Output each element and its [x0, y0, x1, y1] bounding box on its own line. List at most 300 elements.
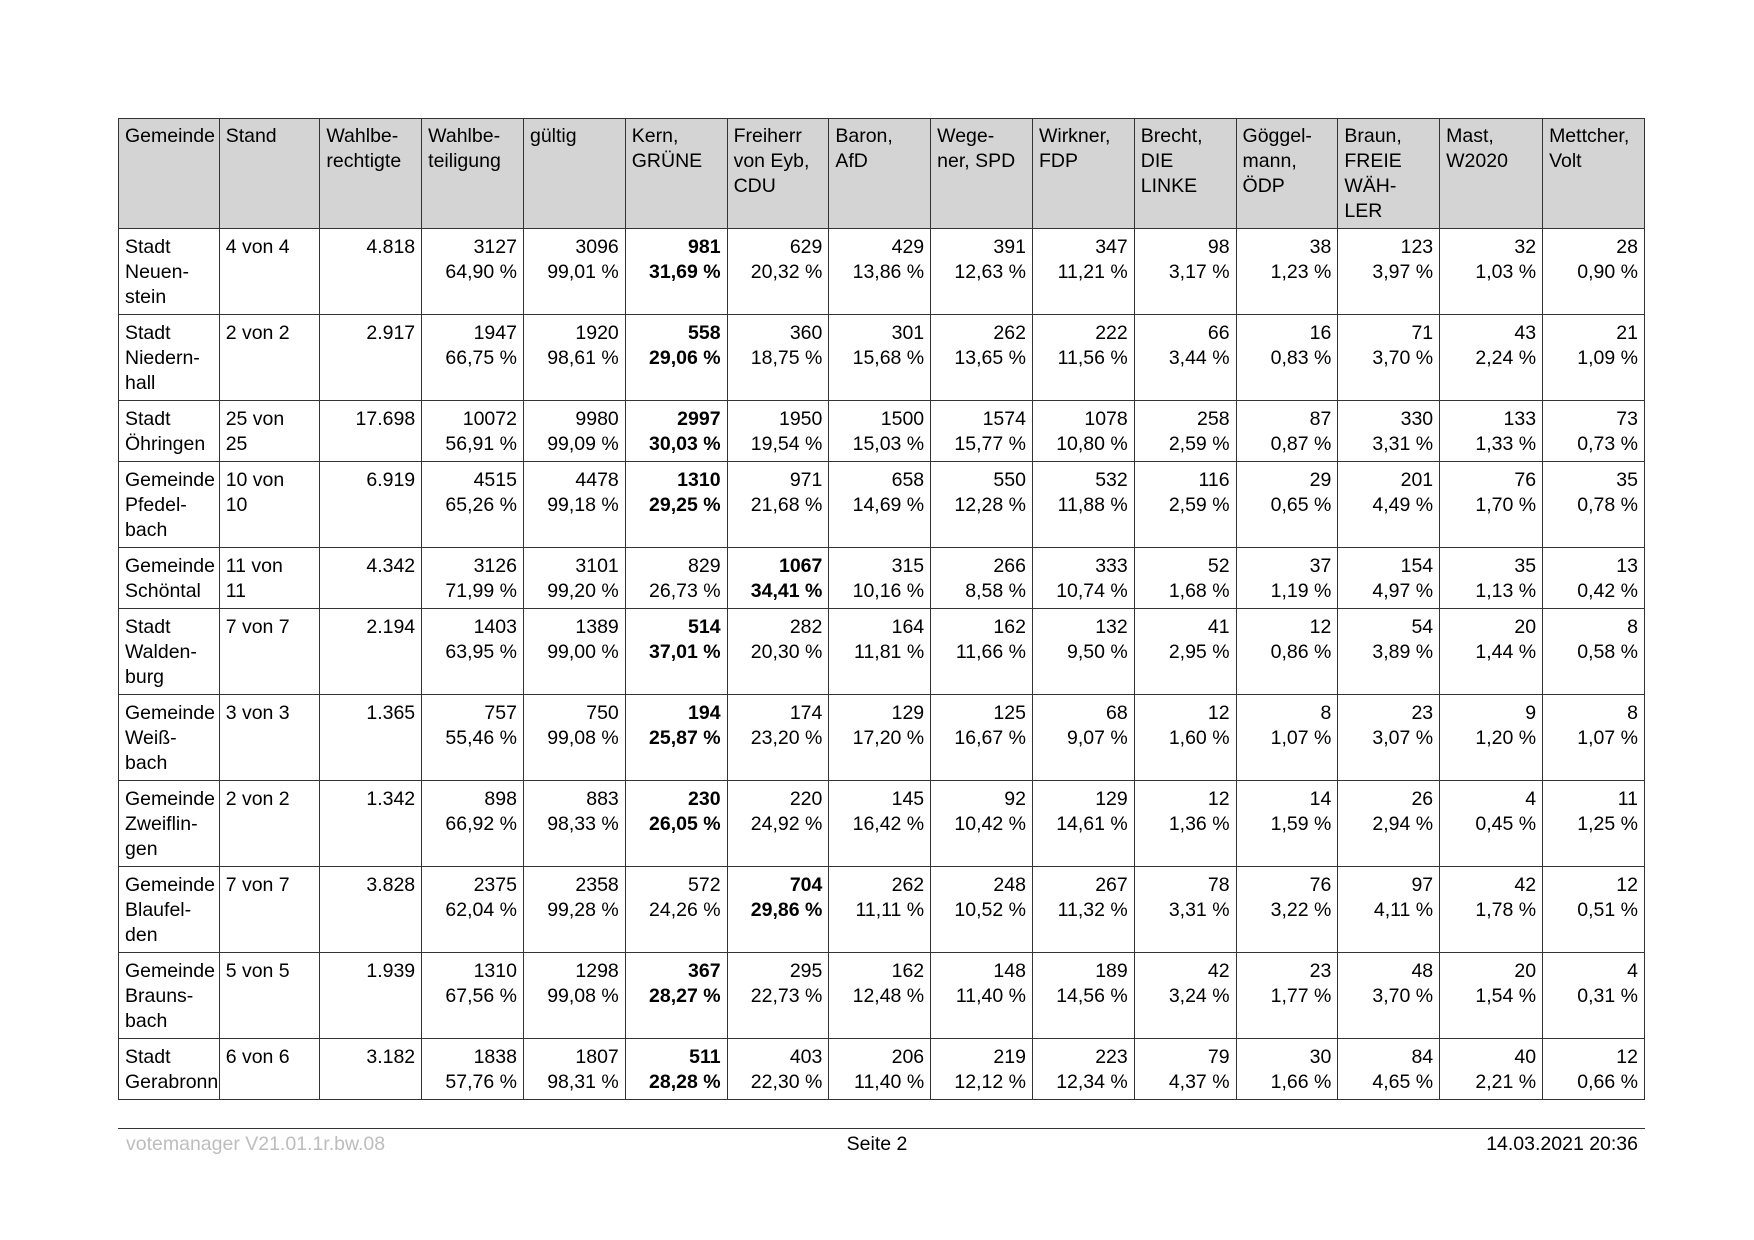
text-line: GRÜNE — [631, 150, 703, 172]
valid-votes-cell — [523, 609, 625, 695]
column-header — [1543, 119, 1645, 229]
text-line: 1574 — [982, 408, 1026, 430]
text-line: 1,66 % — [1270, 1071, 1332, 1093]
candidate-votes-cell — [1338, 229, 1440, 315]
candidate-votes-cell — [829, 548, 931, 609]
text-line: 98,33 % — [547, 813, 619, 835]
text-line: Kern, — [631, 125, 679, 147]
text-line: 0,87 % — [1270, 433, 1332, 455]
candidate-votes-cell — [1236, 695, 1338, 781]
text-line: 23 — [1411, 702, 1434, 724]
turnout-cell — [422, 695, 524, 781]
text-line: 154 — [1400, 555, 1434, 577]
column-header — [320, 119, 422, 229]
text-line: Stadt — [125, 408, 171, 430]
text-line: LINKE — [1140, 175, 1198, 197]
text-line: 12 — [1309, 616, 1332, 638]
text-line: 2997 — [677, 408, 721, 430]
municipality-cell — [119, 1039, 220, 1100]
text-line: von Eyb, — [733, 150, 810, 172]
municipality-cell — [119, 229, 220, 315]
text-line: 301 — [891, 322, 925, 344]
candidate-votes-cell — [931, 229, 1033, 315]
municipality-cell — [119, 609, 220, 695]
text-line: 37 — [1309, 555, 1332, 577]
candidate-votes-cell — [1338, 401, 1440, 462]
text-line: 129 — [1095, 788, 1128, 810]
candidate-votes-cell — [1543, 781, 1645, 867]
text-line: 206 — [891, 1046, 925, 1068]
text-line: 1,68 % — [1168, 580, 1230, 602]
candidate-votes-cell — [1338, 695, 1440, 781]
text-line: 24,92 % — [750, 813, 823, 835]
text-line: 71,99 % — [445, 580, 517, 602]
eligible-voters-cell — [320, 609, 422, 695]
column-header — [1338, 119, 1440, 229]
text-line: 2,59 % — [1168, 494, 1230, 516]
text-line: 8,58 % — [965, 580, 1026, 602]
text-line: 9,50 % — [1067, 641, 1128, 663]
text-line: 28,27 % — [649, 985, 721, 1007]
text-line: 1310 — [677, 469, 721, 491]
text-line: 222 — [1095, 322, 1128, 344]
candidate-votes-cell — [1236, 867, 1338, 953]
text-line: Brauns- — [125, 985, 194, 1007]
status-cell — [219, 609, 320, 695]
status-cell — [219, 229, 320, 315]
column-header — [1032, 119, 1134, 229]
text-line: 34,41 % — [750, 580, 823, 602]
turnout-cell — [422, 462, 524, 548]
candidate-votes-cell — [1032, 695, 1134, 781]
candidate-votes-cell — [1236, 315, 1338, 401]
text-line: 12 — [1616, 1046, 1638, 1068]
candidate-votes-cell — [1543, 315, 1645, 401]
text-line: 13 — [1616, 555, 1638, 577]
text-line: Brecht, — [1140, 125, 1203, 147]
candidate-votes-cell — [1134, 867, 1236, 953]
text-line: 133 — [1503, 408, 1537, 430]
turnout-cell — [422, 548, 524, 609]
candidate-votes-cell — [1543, 229, 1645, 315]
text-line: 282 — [789, 616, 823, 638]
text-line: 26,05 % — [649, 813, 721, 835]
text-line: 429 — [891, 236, 925, 258]
text-line: Stadt — [125, 322, 171, 344]
text-line: 164 — [891, 616, 925, 638]
text-line: 1,36 % — [1168, 813, 1230, 835]
text-line: 360 — [789, 322, 823, 344]
text-line: 201 — [1400, 469, 1434, 491]
text-line: 25 — [225, 433, 248, 455]
text-line: ner, SPD — [937, 150, 1016, 172]
text-line: 10 von — [225, 469, 285, 491]
text-line: Freiherr — [733, 125, 802, 147]
text-line: Wahlbe- — [428, 125, 501, 147]
text-line: 6 von 6 — [225, 1046, 290, 1068]
text-line: 258 — [1197, 408, 1230, 430]
text-line: 67,56 % — [445, 985, 517, 1007]
candidate-votes-cell — [1032, 315, 1134, 401]
text-line: 98 — [1207, 236, 1230, 258]
text-line: 35 — [1514, 555, 1537, 577]
text-line: 0,65 % — [1270, 494, 1332, 516]
text-line: 29,06 % — [649, 347, 721, 369]
candidate-votes-cell — [829, 401, 931, 462]
text-line: 42 — [1514, 874, 1537, 896]
candidate-votes-cell — [931, 462, 1033, 548]
eligible-voters-cell — [320, 462, 422, 548]
municipality-cell — [119, 462, 220, 548]
text-line: 1,54 % — [1475, 985, 1537, 1007]
text-line: 4,97 % — [1372, 580, 1434, 602]
table-row — [119, 229, 1645, 315]
text-line: 26,73 % — [649, 580, 721, 602]
text-line: stein — [125, 286, 167, 308]
text-line: 20 — [1514, 960, 1537, 982]
text-line: 10,52 % — [954, 899, 1026, 921]
text-line: 132 — [1095, 616, 1128, 638]
text-line: 29 — [1309, 469, 1332, 491]
text-line: 73 — [1616, 408, 1638, 430]
text-line: 223 — [1095, 1046, 1128, 1068]
candidate-votes-cell — [1440, 1039, 1543, 1100]
candidate-votes-cell — [727, 1039, 829, 1100]
candidate-votes-cell — [1338, 781, 1440, 867]
text-line: 98,31 % — [547, 1071, 619, 1093]
column-header — [625, 119, 727, 229]
text-line: Zweiflin- — [125, 813, 198, 835]
text-line: 3,22 % — [1270, 899, 1332, 921]
candidate-votes-cell — [727, 695, 829, 781]
text-line: 0,45 % — [1475, 813, 1537, 835]
text-line: 1389 — [575, 616, 619, 638]
table-row — [119, 401, 1645, 462]
text-line: 12,48 % — [852, 985, 925, 1007]
text-line: bach — [125, 519, 168, 541]
results-table — [118, 118, 1645, 1100]
text-line: 99,20 % — [547, 580, 619, 602]
text-line: burg — [125, 666, 165, 688]
text-line: 295 — [789, 960, 823, 982]
text-line: 12,63 % — [954, 261, 1026, 283]
text-line: 0,31 % — [1577, 985, 1638, 1007]
candidate-votes-cell — [1543, 609, 1645, 695]
text-line: 1,07 % — [1577, 727, 1638, 749]
text-line: 125 — [993, 702, 1026, 724]
candidate-votes-cell — [1440, 695, 1543, 781]
candidate-votes-cell — [1440, 401, 1543, 462]
text-line: Volt — [1549, 150, 1582, 172]
text-line: 3,24 % — [1168, 985, 1230, 1007]
table-body — [119, 229, 1645, 1100]
text-line: 1.939 — [366, 960, 416, 982]
valid-votes-cell — [523, 229, 625, 315]
text-line: 1807 — [575, 1046, 619, 1068]
text-line: Gerabronn — [125, 1071, 219, 1093]
column-header — [829, 119, 931, 229]
column-header — [523, 119, 625, 229]
text-line: Wege- — [937, 125, 995, 147]
turnout-cell — [422, 953, 524, 1039]
column-header — [1134, 119, 1236, 229]
text-line: 14,61 % — [1056, 813, 1128, 835]
text-line: 37,01 % — [649, 641, 721, 663]
candidate-votes-cell — [625, 315, 727, 401]
text-line: 4515 — [473, 469, 517, 491]
text-line: bach — [125, 1010, 168, 1032]
text-line: 1078 — [1084, 408, 1128, 430]
text-line: 1,59 % — [1270, 813, 1332, 835]
candidate-votes-cell — [931, 695, 1033, 781]
text-line: 1,33 % — [1475, 433, 1537, 455]
candidate-votes-cell — [1236, 401, 1338, 462]
text-line: 23 — [1309, 960, 1332, 982]
text-line: gen — [125, 838, 158, 860]
text-line: CDU — [733, 175, 776, 197]
candidate-votes-cell — [829, 462, 931, 548]
text-line: Gemeinde — [125, 702, 215, 724]
text-line: 13,65 % — [954, 347, 1026, 369]
candidate-votes-cell — [931, 315, 1033, 401]
text-line: 98,61 % — [547, 347, 619, 369]
text-line: 57,76 % — [445, 1071, 517, 1093]
text-line: Gemeinde — [125, 125, 215, 147]
text-line: 4 von 4 — [225, 236, 290, 258]
text-line: 14 — [1309, 788, 1332, 810]
text-line: Wirkner, — [1038, 125, 1111, 147]
candidate-votes-cell — [1032, 462, 1134, 548]
eligible-voters-cell — [320, 867, 422, 953]
text-line: 63,95 % — [445, 641, 517, 663]
candidate-votes-cell — [1032, 609, 1134, 695]
valid-votes-cell — [523, 462, 625, 548]
text-line: 15,68 % — [852, 347, 925, 369]
text-line: 194 — [688, 702, 721, 724]
text-line: 1403 — [473, 616, 517, 638]
text-line: 2 von 2 — [225, 322, 290, 344]
candidate-votes-cell — [625, 1039, 727, 1100]
text-line: 248 — [993, 874, 1026, 896]
candidate-votes-cell — [1543, 462, 1645, 548]
text-line: 1947 — [473, 322, 517, 344]
candidate-votes-cell — [829, 315, 931, 401]
text-line: 1,09 % — [1577, 347, 1638, 369]
text-line: 21 — [1616, 322, 1638, 344]
column-header — [931, 119, 1033, 229]
municipality-cell — [119, 867, 220, 953]
candidate-votes-cell — [1134, 315, 1236, 401]
text-line: 2,21 % — [1475, 1071, 1537, 1093]
text-line: 3,97 % — [1372, 261, 1434, 283]
text-line: Walden- — [125, 641, 197, 663]
text-line: AfD — [835, 150, 868, 172]
candidate-votes-cell — [1543, 548, 1645, 609]
text-line: 3.182 — [366, 1046, 416, 1068]
candidate-votes-cell — [1338, 867, 1440, 953]
text-line: 99,18 % — [547, 494, 619, 516]
text-line: 1,60 % — [1168, 727, 1230, 749]
text-line: 78 — [1207, 874, 1230, 896]
text-line: 11,21 % — [1057, 261, 1128, 283]
text-line: 7 von 7 — [225, 874, 290, 896]
candidate-votes-cell — [1032, 867, 1134, 953]
text-line: Weiß- — [125, 727, 177, 749]
text-line: 99,28 % — [547, 899, 619, 921]
status-cell — [219, 867, 320, 953]
text-line: 16 — [1309, 322, 1332, 344]
candidate-votes-cell — [1440, 953, 1543, 1039]
candidate-votes-cell — [625, 401, 727, 462]
text-line: 42 — [1207, 960, 1230, 982]
text-line: 3.828 — [366, 874, 416, 896]
text-line: 2358 — [575, 874, 619, 896]
text-line: 5 von 5 — [225, 960, 290, 982]
column-header — [219, 119, 320, 229]
text-line: bach — [125, 752, 168, 774]
text-line: 99,09 % — [547, 433, 619, 455]
text-line: Stadt — [125, 236, 171, 258]
text-line: 262 — [993, 322, 1026, 344]
text-line: 220 — [789, 788, 823, 810]
text-line: 16,42 % — [852, 813, 925, 835]
text-line: 16,67 % — [954, 727, 1026, 749]
text-line: 10,42 % — [954, 813, 1026, 835]
candidate-votes-cell — [1440, 229, 1543, 315]
text-line: 1950 — [778, 408, 823, 430]
text-line: 266 — [993, 555, 1026, 577]
text-line: 2,59 % — [1168, 433, 1230, 455]
candidate-votes-cell — [1543, 867, 1645, 953]
text-line: 391 — [993, 236, 1026, 258]
text-line: Mettcher, — [1549, 125, 1630, 147]
text-line: 347 — [1095, 236, 1128, 258]
candidate-votes-cell — [1134, 609, 1236, 695]
text-line: 71 — [1411, 322, 1434, 344]
eligible-voters-cell — [320, 781, 422, 867]
table-row — [119, 315, 1645, 401]
candidate-votes-cell — [727, 781, 829, 867]
candidate-votes-cell — [1338, 315, 1440, 401]
text-line: 2,94 % — [1372, 813, 1434, 835]
text-line: 0,86 % — [1270, 641, 1332, 663]
turnout-cell — [422, 867, 524, 953]
text-line: Pfedel- — [125, 494, 187, 516]
candidate-votes-cell — [1236, 1039, 1338, 1100]
text-line: 4478 — [575, 469, 619, 491]
text-line: 8 — [1627, 616, 1638, 638]
text-line: 10,80 % — [1056, 433, 1128, 455]
text-line: 704 — [789, 874, 823, 896]
text-line: 558 — [688, 322, 721, 344]
candidate-votes-cell — [1440, 867, 1543, 953]
valid-votes-cell — [523, 953, 625, 1039]
eligible-voters-cell — [320, 315, 422, 401]
candidate-votes-cell — [625, 609, 727, 695]
text-line: 981 — [688, 236, 721, 258]
text-line: 829 — [688, 555, 721, 577]
text-line: 1,13 % — [1475, 580, 1537, 602]
candidate-votes-cell — [625, 867, 727, 953]
turnout-cell — [422, 229, 524, 315]
candidate-votes-cell — [1134, 462, 1236, 548]
status-cell — [219, 548, 320, 609]
text-line: 3127 — [473, 236, 517, 258]
eligible-voters-cell — [320, 1039, 422, 1100]
text-line: 9980 — [575, 408, 619, 430]
candidate-votes-cell — [1032, 781, 1134, 867]
text-line: 10,74 % — [1056, 580, 1128, 602]
text-line: 30 — [1309, 1046, 1332, 1068]
valid-votes-cell — [523, 867, 625, 953]
text-line: 0,58 % — [1577, 641, 1638, 663]
candidate-votes-cell — [625, 781, 727, 867]
text-line: 10,16 % — [852, 580, 925, 602]
municipality-cell — [119, 695, 220, 781]
text-line: 511 — [689, 1046, 721, 1068]
text-line: 1298 — [575, 960, 619, 982]
text-line: 4.342 — [366, 555, 416, 577]
text-line: 8 — [1320, 702, 1332, 724]
candidate-votes-cell — [1338, 548, 1440, 609]
text-line: 22,30 % — [750, 1071, 823, 1093]
candidate-votes-cell — [829, 1039, 931, 1100]
text-line: 1310 — [473, 960, 517, 982]
candidate-votes-cell — [931, 867, 1033, 953]
text-line: 1920 — [575, 322, 619, 344]
text-line: 26 — [1411, 788, 1434, 810]
candidate-votes-cell — [1440, 781, 1543, 867]
candidate-votes-cell — [727, 462, 829, 548]
municipality-cell — [119, 401, 220, 462]
text-line: 0,42 % — [1577, 580, 1638, 602]
footer-timestamp: 14.03.2021 20:36 — [1486, 1133, 1638, 1155]
text-line: Wahlbe- — [326, 125, 399, 147]
candidate-votes-cell — [1032, 1039, 1134, 1100]
candidate-votes-cell — [1032, 548, 1134, 609]
text-line: 66,92 % — [445, 813, 517, 835]
candidate-votes-cell — [625, 953, 727, 1039]
candidate-votes-cell — [625, 548, 727, 609]
text-line: 330 — [1400, 408, 1434, 430]
valid-votes-cell — [523, 548, 625, 609]
text-line: Baron, — [835, 125, 893, 147]
text-line: 11,32 % — [1057, 899, 1128, 921]
text-line: 56,91 % — [445, 433, 517, 455]
text-line: Göggel- — [1242, 125, 1312, 147]
text-line: DIE — [1140, 150, 1174, 172]
candidate-votes-cell — [931, 781, 1033, 867]
candidate-votes-cell — [829, 781, 931, 867]
text-line: rechtigte — [326, 150, 402, 172]
status-cell — [219, 781, 320, 867]
text-line: 11,11 % — [855, 899, 925, 921]
text-line: Stadt — [125, 616, 171, 638]
text-line: 20 — [1514, 616, 1537, 638]
text-line: 35 — [1616, 469, 1638, 491]
candidate-votes-cell — [931, 953, 1033, 1039]
candidate-votes-cell — [625, 229, 727, 315]
candidate-votes-cell — [1134, 1039, 1236, 1100]
text-line: 4,65 % — [1372, 1071, 1434, 1093]
text-line: 189 — [1095, 960, 1128, 982]
text-line: 31,69 % — [649, 261, 721, 283]
text-line: 10072 — [462, 408, 517, 430]
text-line: 1067 — [778, 555, 823, 577]
text-line: Gemeinde — [125, 874, 215, 896]
text-line: 230 — [688, 788, 721, 810]
text-line: 3,89 % — [1372, 641, 1434, 663]
